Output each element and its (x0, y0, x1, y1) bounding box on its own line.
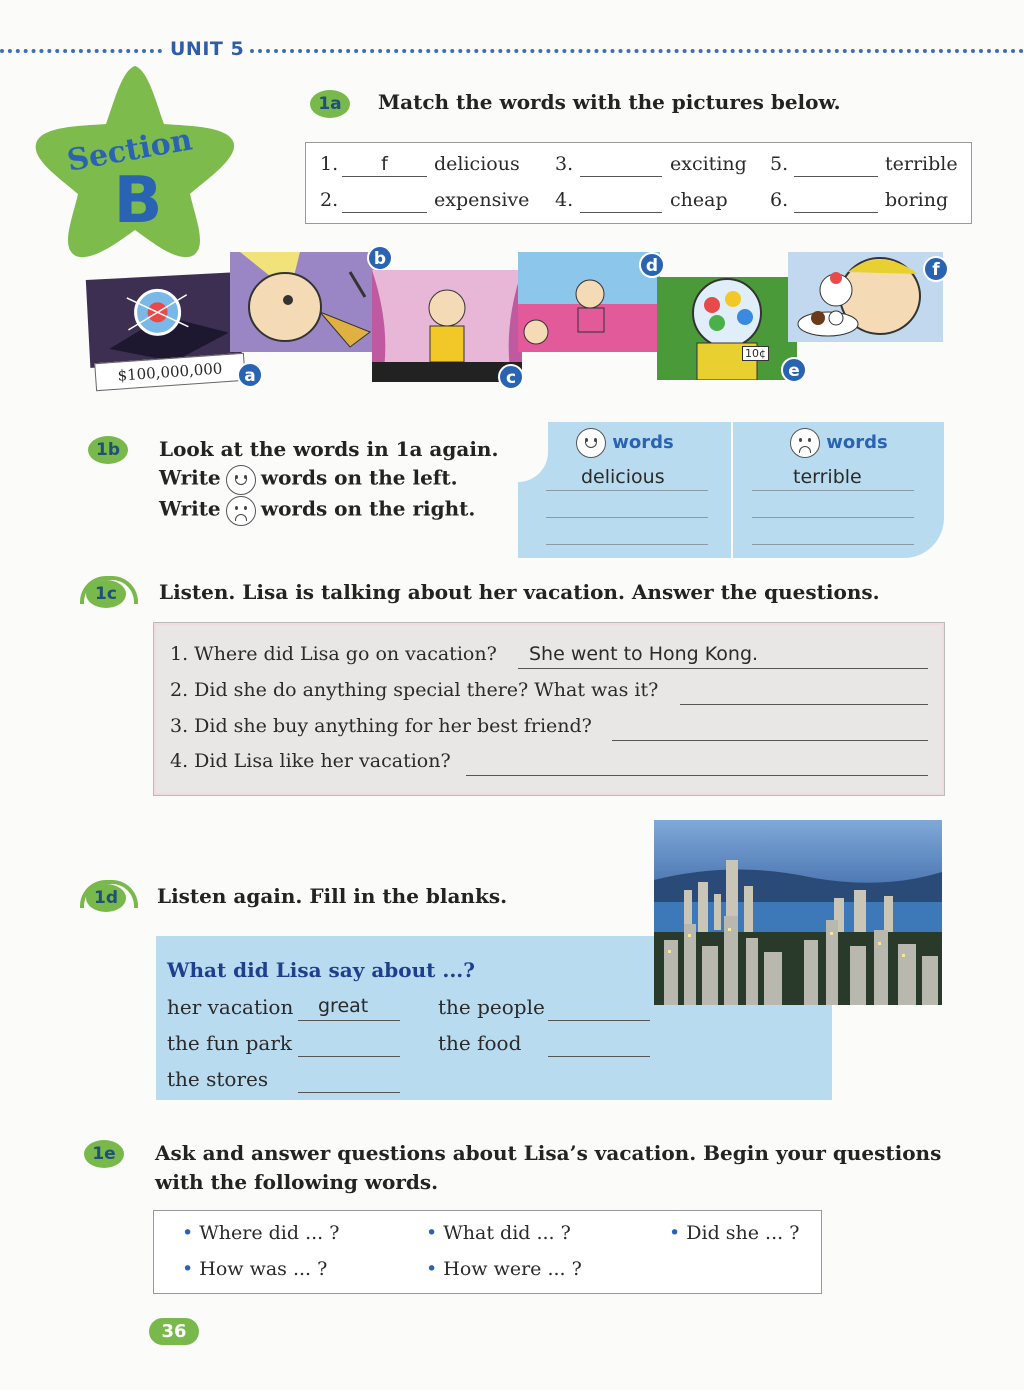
match-answer-1[interactable]: f (342, 153, 427, 177)
word-1: delicious (434, 153, 520, 175)
answer-line-1[interactable] (518, 668, 928, 669)
question-word-1: • Where did ... ? (182, 1222, 340, 1244)
positive-example-word: delicious (581, 466, 665, 488)
question-word-2: • What did ... ? (426, 1222, 571, 1244)
picture-f-desserts (788, 252, 943, 342)
match-answer-3[interactable] (580, 153, 662, 177)
question-word-4: • How was ... ? (182, 1258, 328, 1280)
header-dotted-rule-left (0, 49, 162, 53)
section-star-icon (30, 62, 240, 260)
picture-label-a: a (237, 362, 263, 388)
item-the-people: the people (438, 995, 545, 1019)
unit-label: UNIT 5 (170, 38, 245, 60)
task-1a-instruction: Match the words with the pictures below. (378, 90, 841, 114)
sad-face-icon (226, 496, 256, 526)
negative-words-header (790, 428, 888, 458)
negative-line-2[interactable] (752, 517, 914, 518)
positive-line-1[interactable] (546, 490, 708, 491)
task-1b-line3-end: words on the right. (260, 496, 476, 521)
task-1b-line2-start: Write (159, 465, 221, 490)
sad-face-icon (790, 428, 820, 458)
question-word-2-text: What did ... ? (443, 1222, 571, 1244)
word-6: boring (885, 189, 949, 211)
task-1d-badge: 1d (86, 884, 126, 912)
word-num-5: 5. (770, 153, 789, 175)
picture-e-price-sign: 10¢ (742, 346, 769, 361)
question-word-3-text: Did she ... ? (686, 1222, 800, 1244)
positive-words-header-label: words (612, 432, 674, 453)
task-1b-badge: 1b (88, 436, 128, 464)
picture-e-candy-machine (657, 277, 797, 380)
task-1e-badge: 1e (84, 1140, 124, 1168)
match-answer-5[interactable] (794, 153, 878, 177)
happy-face-icon (576, 428, 606, 458)
task-1a-badge: 1a (310, 90, 350, 118)
answer-line-2[interactable] (680, 704, 928, 705)
positive-words-header (576, 428, 674, 458)
picture-label-f: f (923, 256, 949, 282)
task-1c-instruction: Listen. Lisa is talking about her vacation. Answer the questions. (159, 580, 880, 604)
answer-line-4[interactable] (466, 775, 928, 776)
answer-line-3[interactable] (612, 740, 928, 741)
question-word-4-text: How was ... ? (199, 1258, 328, 1280)
question-4: 4. Did Lisa like her vacation? (170, 750, 451, 772)
task-1b-line3-start: Write (159, 496, 221, 521)
question-word-5-text: How were ... ? (443, 1258, 582, 1280)
word-sort-divider (731, 422, 733, 558)
picture-label-c: c (498, 364, 524, 390)
picture-b-eating (230, 252, 380, 352)
task-1b-line2-end: words on the left. (260, 465, 458, 490)
question-1: 1. Where did Lisa go on vacation? (170, 643, 497, 665)
fill-in-title: What did Lisa say about ...? (167, 958, 475, 982)
picture-a-price-tag: $100,000,000 (94, 353, 246, 391)
line-the-food[interactable] (548, 1056, 650, 1057)
task-1e-line1: Ask and answer questions about Lisa’s vacation. Begin your questions (155, 1141, 942, 1165)
word-num-1: 1. (320, 153, 339, 175)
section-letter: B (113, 164, 163, 238)
word-num-6: 6. (770, 189, 789, 211)
picture-label-d: d (639, 252, 665, 278)
positive-line-3[interactable] (546, 544, 708, 545)
line-the-fun-park[interactable] (298, 1056, 400, 1057)
negative-line-3[interactable] (752, 544, 914, 545)
negative-line-1[interactable] (752, 490, 914, 491)
task-1b-line3 (159, 496, 475, 526)
task-1d-instruction: Listen again. Fill in the blanks. (157, 884, 508, 908)
question-2: 2. Did she do anything special there? What was it? (170, 679, 659, 701)
question-3: 3. Did she buy anything for her best friend? (170, 715, 592, 737)
line-the-stores[interactable] (298, 1092, 400, 1093)
match-answer-2[interactable] (342, 189, 427, 213)
item-the-food: the food (438, 1031, 522, 1055)
section-label: Section (64, 122, 195, 179)
word-num-3: 3. (555, 153, 574, 175)
word-2: expensive (434, 189, 530, 211)
positive-line-2[interactable] (546, 517, 708, 518)
match-answer-4[interactable] (580, 189, 662, 213)
question-word-3: • Did she ... ? (669, 1222, 800, 1244)
header-dotted-rule-right (250, 49, 1024, 53)
task-1e-line2: with the following words. (155, 1170, 439, 1194)
question-word-1-text: Where did ... ? (199, 1222, 340, 1244)
answer-her-vacation: great (318, 995, 369, 1017)
page-number: 36 (149, 1318, 199, 1345)
answer-1: She went to Hong Kong. (529, 643, 759, 665)
picture-label-e: e (781, 357, 807, 383)
line-her-vacation[interactable] (298, 1020, 400, 1021)
word-4: cheap (670, 189, 728, 211)
word-num-4: 4. (555, 189, 574, 211)
word-num-2: 2. (320, 189, 339, 211)
negative-example-word: terrible (793, 466, 862, 488)
line-the-people[interactable] (548, 1020, 650, 1021)
match-answer-6[interactable] (794, 189, 878, 213)
item-her-vacation: her vacation (167, 995, 294, 1019)
task-1b-line2 (159, 465, 458, 495)
task-1b-line1: Look at the words in 1a again. (159, 437, 499, 461)
hong-kong-skyline-photo (654, 820, 942, 1005)
picture-c-performer (372, 270, 522, 382)
item-the-fun-park: the fun park (167, 1031, 293, 1055)
picture-label-b: b (367, 245, 393, 271)
negative-words-header-label: words (826, 432, 888, 453)
question-word-5: • How were ... ? (426, 1258, 582, 1280)
item-the-stores: the stores (167, 1067, 269, 1091)
word-5: terrible (885, 153, 958, 175)
task-1c-badge: 1c (86, 580, 126, 608)
word-3: exciting (670, 153, 747, 175)
happy-face-icon (226, 465, 256, 495)
